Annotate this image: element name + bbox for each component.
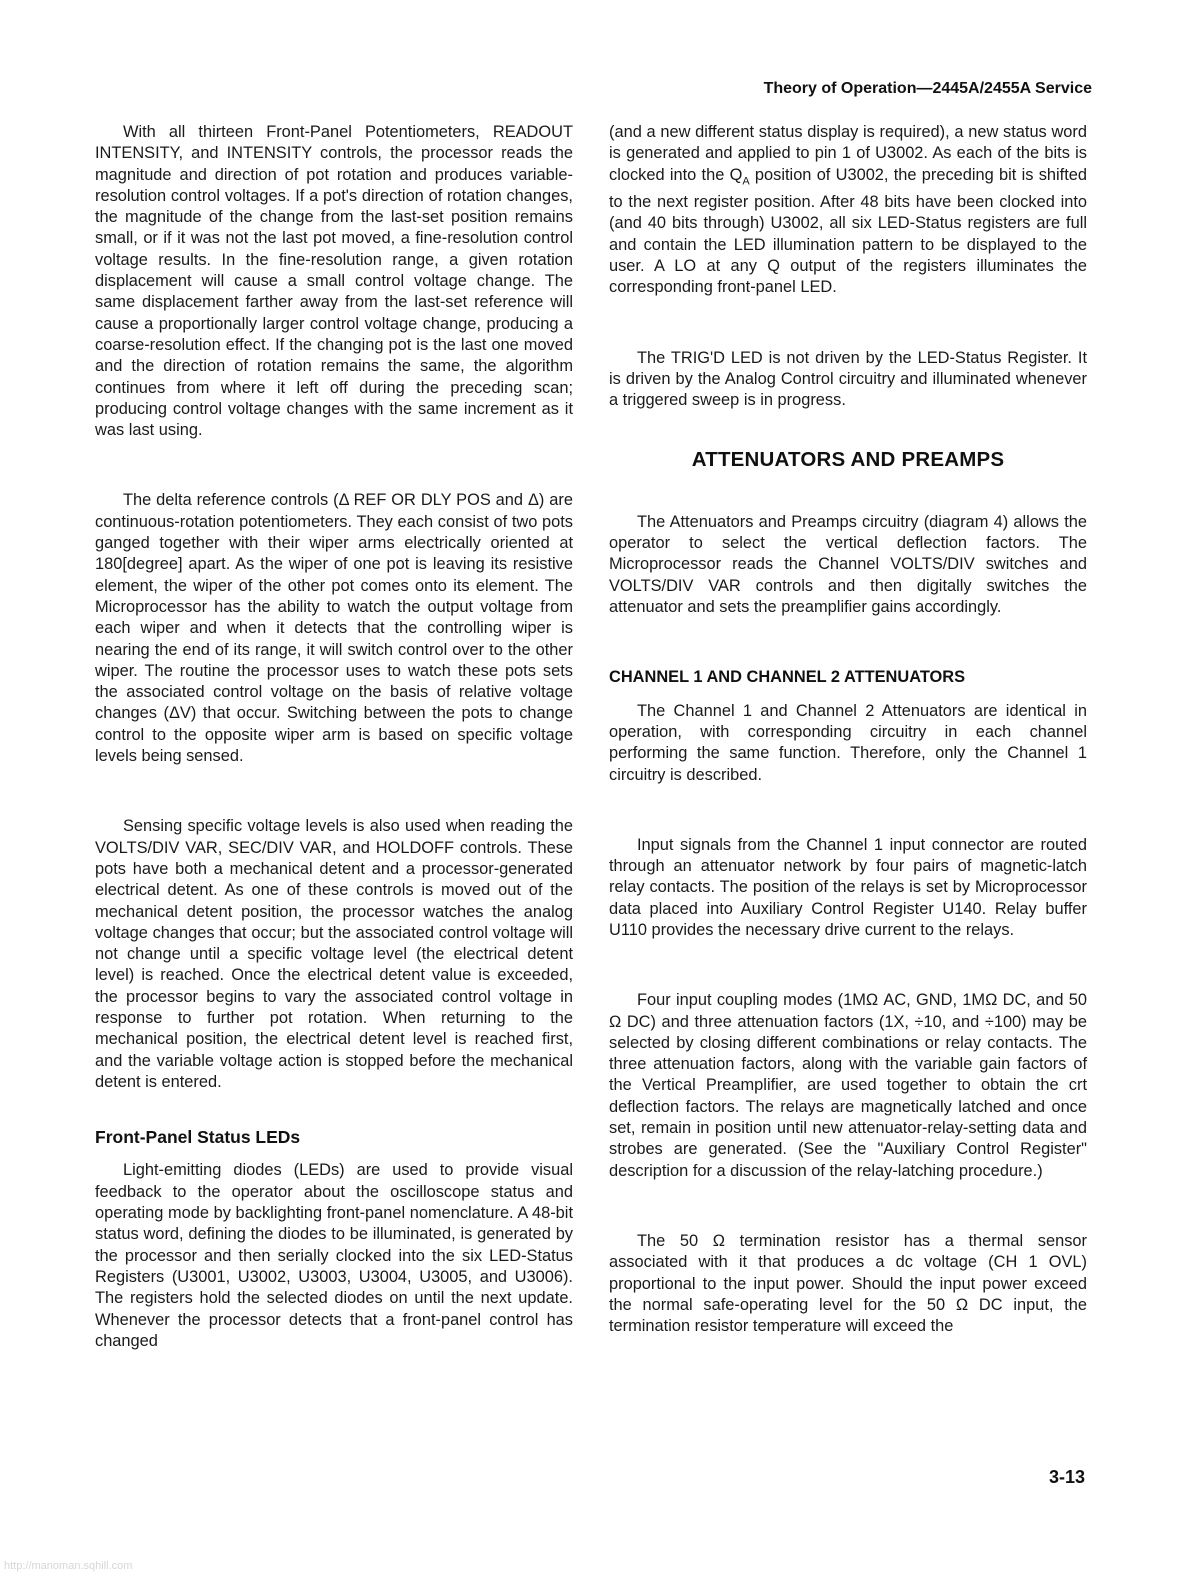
left-column — [95, 122, 573, 1352]
paragraph-input-signals: Input signals from the Channel 1 input connector are routed through an attenuator network by four pairs of magnetic-latch relay contacts. The position of the relays is set by Microprocessor data placed into Auxiliary Control Register U140. Relay buffer U110 provides the necessary drive current to the relays. — [609, 835, 1087, 939]
paragraph-detent-sensing: Sensing specific voltage levels is also used when reading the VOLTS/DIV VAR, SEC/DIV VAR, and HOLDOFF controls. These pots have both a mechanical detent and a processor-generated electrical detent. As one of these controls is moved out of the mechanical detent position, the processor watches the analog voltage changes that occur; but the associated control voltage will not change until a specific voltage level (the electrical detent level) is reached. Once the electrical detent value is exceeded, the processor begins to vary the associated control voltage in response to further pot rotation. When returning to the mechanical position, the electrical detent level is reached first, and the variable voltage action is stopped before the mechanical detent is entered. — [95, 817, 573, 1091]
right-column — [609, 122, 1087, 1337]
running-header: Theory of Operation—2445A/2455A Service — [763, 80, 1092, 97]
status-word-text-start: (and a new different status display is required), a new status word is generated and applied to pin 1 of U3002. As each of the bits is clocked into the Q — [609, 123, 1087, 184]
paragraph-coupling-modes: Four input coupling modes (1MΩ AC, GND, 1MΩ DC, and 50 Ω DC) and three attenuation factors (1X, ÷10, and ÷100) may be selected by closing different combinations or relay contacts. The three attenuation factors, along with the variable gain factors of the Vertical Preamplifier, are used together to obtain the crt deflection factors. The relays are magnetically latched and once set, remain in position until new attenuator-relay-setting data and strobes are generated. (See the "Auxiliary Control Register" description for a discussion of the relay-latching procedure.) — [609, 991, 1087, 1180]
page-number: 3-13 — [1048, 1467, 1085, 1487]
paragraph-attenuators-preamps: The Attenuators and Preamps circuitry (diagram 4) allows the operator to select the vertical deflection factors. The Microprocessor reads the Channel VOLTS/DIV switches and VOLTS/DIV VAR controls and then digitally switches the attenuator and sets the preamplifier gains accordingly. — [609, 512, 1087, 617]
q-subscript: A — [742, 174, 750, 187]
heading-front-panel-status-leds: Front-Panel Status LEDs — [95, 1127, 301, 1148]
status-word-text-end: position of U3002, the preceding bit is shifted to the next register position. After 48 bits have been clocked into (and 40 bits through) U3002, all six LED-Status registers are full and contain the LED illumination pattern to be displayed to the user. A LO at any Q output of the registers illuminates the corresponding front-panel LED. — [609, 165, 1087, 297]
paragraph-termination-resistor: The 50 Ω termination resistor has a thermal sensor associated with it that produces a dc voltage (CH 1 OVL) proportional to the input power. Should the input power exceed the normal safe-operating level for the 50 Ω DC input, the termination resistor temperature will exceed the — [609, 1231, 1087, 1336]
paragraph-potentiometers: With all thirteen Front-Panel Potentiometers, READOUT INTENSITY, and INTENSITY controls, the processor reads the magnitude and direction of pot rotation and produces variable-resolution control voltages. If a pot's direction of rotation changes, the magnitude of the change from the last-set position remains small, or if it was not the last pot moved, a fine-resolution control voltage results. In the fine-resolution range, a given rotation displacement will cause a small control voltage change. The same displacement farther away from the last-set reference will cause a proportionally larger control voltage change, producing a coarse-resolution effect. If the changing pot is the last one moved and the direction of rotation remains the same, the algorithm continues from where it left off during the preceding scan; producing control voltage changes with the same increment as it was last using. — [95, 123, 573, 440]
watermark: http://manoman.sqhill.com — [4, 1560, 133, 1572]
heading-channel-attenuators: CHANNEL 1 AND CHANNEL 2 ATTENUATORS — [609, 668, 966, 687]
paragraph-status-word — [609, 122, 1087, 299]
paragraph-trigd-led: The TRIG'D LED is not driven by the LED-Status Register. It is driven by the Analog Control circuitry and illuminated whenever a triggered sweep is in progress. — [609, 348, 1087, 410]
heading-attenuators-and-preamps: ATTENUATORS AND PREAMPS — [691, 447, 1005, 471]
paragraph-channel-attenuators: The Channel 1 and Channel 2 Attenuators are identical in operation, with corresponding circuitry in each channel performing the same function. Therefore, only the Channel 1 circuitry is described. — [609, 701, 1087, 784]
paragraph-status-leds: Light-emitting diodes (LEDs) are used to provide visual feedback to the operator about the oscilloscope status and operating mode by backlighting front-panel nomenclature. A 48-bit status word, defining the diodes to be illuminated, is generated by the processor and then serially clocked into the six LED-Status Registers (U3001, U3002, U3003, U3004, U3005, and U3006). The registers hold the selected diodes on until the next update. Whenever the processor detects that a front-panel control has changed — [95, 1161, 573, 1350]
paragraph-delta-reference: The delta reference controls (Δ REF OR DLY POS and Δ) are continuous-rotation potentiometers. They each consist of two pots ganged together with their wiper arms electrically oriented at 180[degree] apart. As the wiper of one pot is leaving its resistive element, the wiper of the other pot comes onto its element. The Microprocessor has the ability to watch the output voltage from each wiper and when it detects that the controlling wiper is nearing the end of its range, it will switch control over to the other wiper. The routine the processor uses to watch these pots sets the associated control voltage on the basis of relative voltage changes (ΔV) that occur. Switching between the pots to change control to the opposite wiper arm is based on specific voltage levels being sensed. — [95, 491, 573, 766]
